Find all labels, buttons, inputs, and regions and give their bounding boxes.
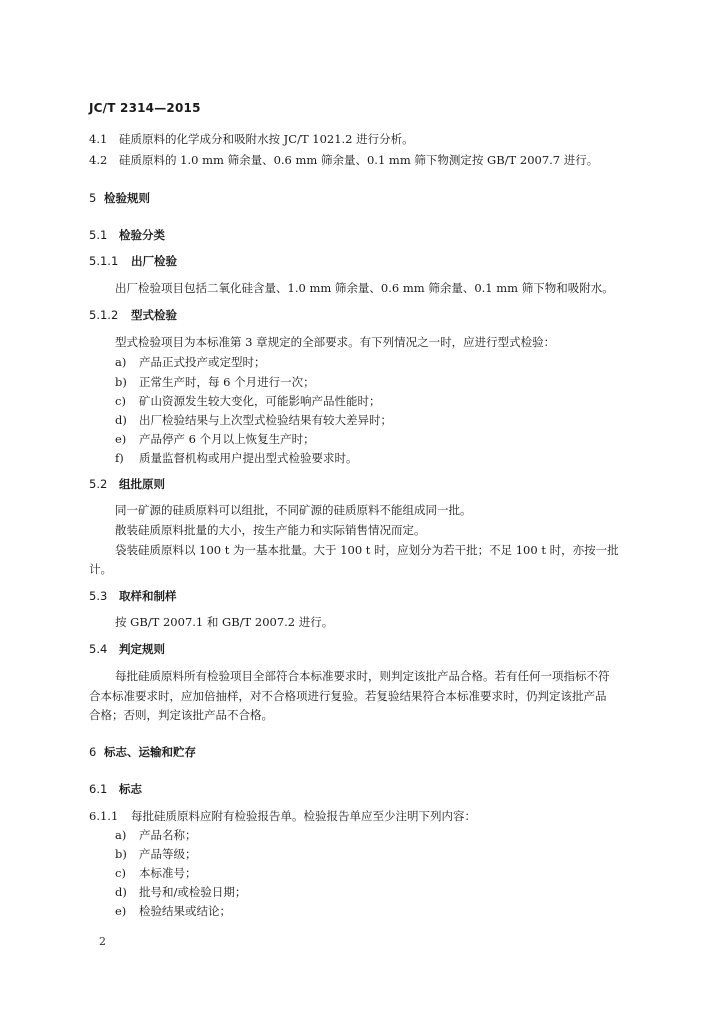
section-title: 组批原则 xyxy=(119,477,165,491)
list-marker: d) xyxy=(115,413,127,427)
list-marker: d) xyxy=(115,885,127,899)
section-number: 5.2 xyxy=(89,477,108,491)
paragraph-continuation: 计。 xyxy=(89,562,112,576)
section-title: 检验分类 xyxy=(119,228,165,242)
list-item: 出厂检验结果与上次型式检验结果有较大差异时； xyxy=(139,413,392,427)
list-item: 矿山资源发生较大变化，可能影响产品性能时； xyxy=(139,394,381,408)
section-number: 5.1 xyxy=(89,228,108,242)
list-item: 检验结果或结论； xyxy=(139,904,231,918)
page-number: 2 xyxy=(99,935,106,948)
section-number: 5.3 xyxy=(89,589,108,603)
clause-text: 硅质原料的化学成分和吸附水按 JC/T 1021.2 进行分析。 xyxy=(119,132,414,146)
list-marker: e) xyxy=(115,432,127,446)
list-marker: b) xyxy=(115,375,127,389)
paragraph: 型式检验项目为本标准第 3 章规定的全部要求。有下列情况之一时，应进行型式检验： xyxy=(115,335,556,349)
list-marker: b) xyxy=(115,847,127,861)
section-title: 标志 xyxy=(119,782,142,796)
subsection-number: 5.1.2 xyxy=(89,308,119,322)
chapter-number: 5 xyxy=(89,191,97,205)
subsection-title: 型式检验 xyxy=(131,308,177,322)
list-marker: c) xyxy=(115,394,126,408)
clause-number: 4.1 xyxy=(89,132,108,146)
subsection-title: 出厂检验 xyxy=(131,254,177,268)
paragraph: 合本标准要求时，应加倍抽样，对不合格项进行复验。若复验结果符合本标准要求时，仍判定该批产品 xyxy=(89,689,607,703)
clause-text: 硅质原料的 1.0 mm 筛余量、0.6 mm 筛余量、0.1 mm 筛下物测定按 GB/T 2007.7 进行。 xyxy=(119,153,599,167)
section-number: 6.1 xyxy=(89,782,108,796)
list-marker: e) xyxy=(115,904,127,918)
list-item: 产品等级； xyxy=(139,847,197,861)
list-item: 批号和/或检验日期； xyxy=(139,885,247,899)
paragraph: 按 GB/T 2007.1 和 GB/T 2007.2 进行。 xyxy=(115,615,334,629)
section-title: 判定规则 xyxy=(119,642,165,656)
paragraph: 每批硅质原料所有检验项目全部符合本标准要求时，则判定该批产品合格。若有任何一项指标不符 xyxy=(115,669,610,683)
list-item: 本标准号； xyxy=(139,866,197,880)
section-title: 取样和制样 xyxy=(119,589,177,603)
list-marker: a) xyxy=(115,355,127,369)
paragraph: 每批硅质原料应附有检验报告单。检验报告单应至少注明下列内容： xyxy=(131,809,476,823)
clause-number: 4.2 xyxy=(89,153,108,167)
subsection-number: 6.1.1 xyxy=(89,809,119,823)
list-item: 产品停产 6 个月以上恢复生产时； xyxy=(139,432,315,446)
standard-code-header: JC/T 2314—2015 xyxy=(89,101,201,115)
chapter-number: 6 xyxy=(89,745,97,759)
chapter-title: 标志、运输和贮存 xyxy=(104,745,196,759)
list-marker: c) xyxy=(115,866,126,880)
section-number: 5.4 xyxy=(89,642,108,656)
paragraph: 袋装硅质原料以 100 t 为一基本批量。大于 100 t 时，应划分为若干批；不足 100 t 时，亦按一批 xyxy=(115,543,619,557)
paragraph: 出厂检验项目包括二氧化硅含量、1.0 mm 筛余量、0.6 mm 筛余量、0.1 mm 筛下物和吸附水。 xyxy=(115,281,614,295)
paragraph: 散装硅质原料批量的大小，按生产能力和实际销售情况而定。 xyxy=(115,523,426,537)
list-marker: a) xyxy=(115,828,127,842)
subsection-number: 5.1.1 xyxy=(89,254,119,268)
list-item: 质量监督机构或用户提出型式检验要求时。 xyxy=(139,451,358,465)
list-item: 正常生产时，每 6 个月进行一次； xyxy=(139,375,315,389)
paragraph: 合格；否则，判定该批产品不合格。 xyxy=(89,708,273,722)
list-item: 产品正式投产或定型时； xyxy=(139,355,266,369)
chapter-title: 检验规则 xyxy=(104,191,150,205)
list-marker: f) xyxy=(115,451,124,465)
paragraph: 同一矿源的硅质原料可以组批，不同矿源的硅质原料不能组成同一批。 xyxy=(115,503,472,517)
list-item: 产品名称； xyxy=(139,828,197,842)
